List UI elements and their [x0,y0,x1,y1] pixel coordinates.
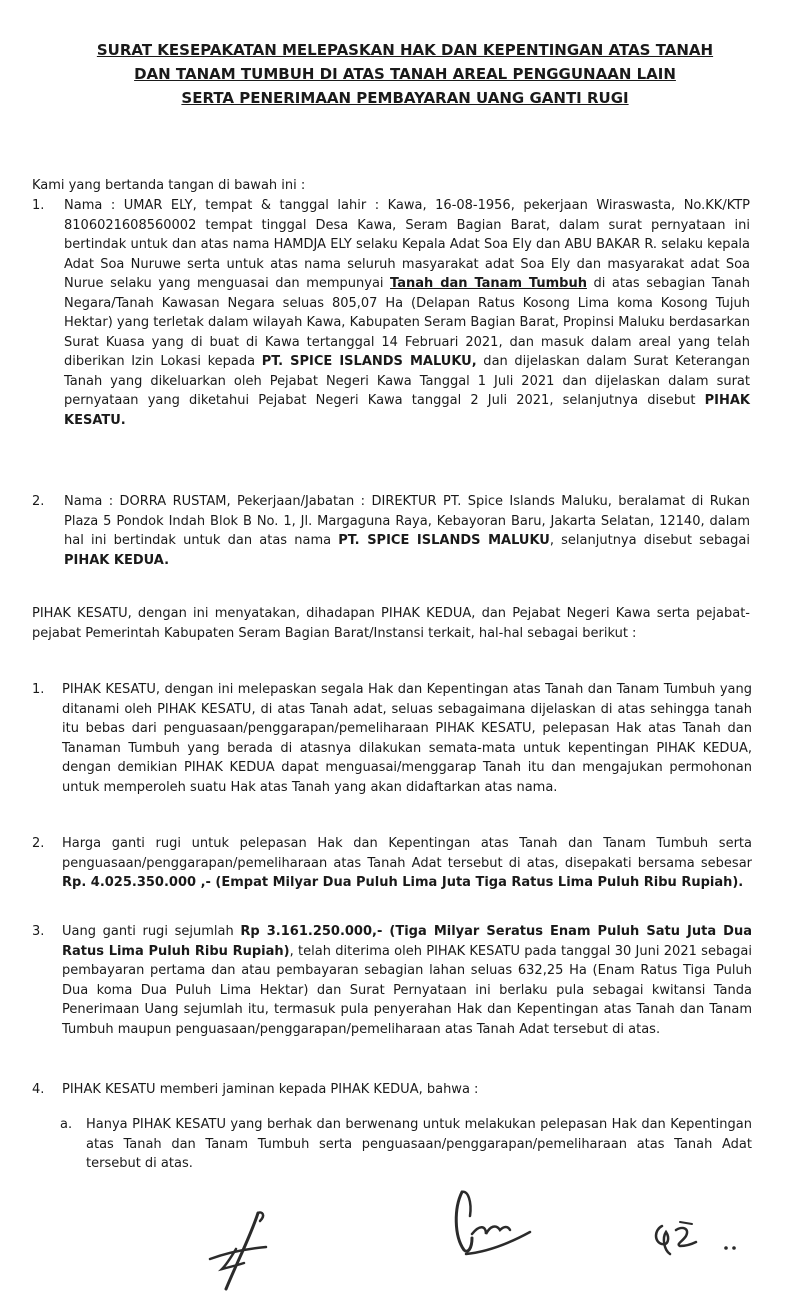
title-line-1: SURAT KESEPAKATAN MELEPASKAN HAK DAN KEPENTINGAN ATAS TANAH [96,41,714,59]
point-2-amount: Rp. 4.025.350.000 ,- (Empat Milyar Dua Puluh Lima Juta Tiga Ratus Lima Puluh Ribu Rupiah). [62,875,744,890]
point-4-subpoint-a [60,1115,752,1174]
signature-initial-2 [446,1178,546,1268]
point-3-text [62,922,752,1039]
title-line-2: DAN TANAM TUMBUH DI ATAS TANAH AREAL PENGGUNAAN LAIN [134,65,676,83]
point-2-text-a: Harga ganti rugi untuk pelepasan Hak dan Kepentingan atas Tanah dan Tanam Tumbuh serta penguasaan/penggarapan/pemeliharaan atas Tanah Adat tersebut di atas, disepakati bersama sebesar [62,836,752,871]
party-1-land-term: Tanah dan Tanam Tumbuh [390,276,587,291]
intro-text: Kami yang bertanda tangan di bawah ini : [32,178,306,193]
point-2-number: 2. [32,836,45,851]
title-line-3: SERTA PENERIMAAN PEMBAYARAN UANG GANTI RUGI [181,89,629,107]
party-1-text [64,196,750,430]
point-1-number: 1. [32,682,45,697]
signature-initial-3 [650,1214,750,1264]
statement-text: PIHAK KESATU, dengan ini menyatakan, dihadapan PIHAK KEDUA, dan Pejabat Negeri Kawa serta pejabat-pejabat Pemerintah Kabupaten Seram Bagian Barat/Instansi terkait, hal-hal sebagai berikut : [32,606,750,641]
point-3-number: 3. [32,924,45,939]
party-1-text-a: Nama : UMAR ELY, tempat & tanggal lahir : Kawa, 16-08-1956, pekerjaan Wiraswasta, No.KK/KTP 8106021608560002 tempat tinggal Desa Kawa, Seram Bagian Barat, dalam surat pernyataan ini bertindak untuk dan atas nama HAMDJA ELY selaku Kepala Adat Soa Ely dan ABU BAKAR R. selaku kepala Adat Soa Nuruwe serta untuk atas nama seluruh masyarakat adat Soa Ely dan masyarakat adat Soa Nurue selaku yang menguasai dan mempunyai [64,198,750,291]
point-1-text: PIHAK KESATU, dengan ini melepaskan segala Hak dan Kepentingan atas Tanah dan Tanam Tumbuh yang ditanami oleh PIHAK KESATU, di atas Tanah adat, seluas sebagaimana dijelaskan di atas sehingga tanah itu bebas dari penguasaan/penggarapan/pemeliharaan PIHAK KESATU, pelepasan Hak atas Tanah dan Tanaman Tumbuh yang berada di atasnya dilakukan semata-mata untuk kepentingan PIHAK KEDUA, dengan demikian PIHAK KEDUA dapat menguasai/menggarap Tanah itu dan mengajukan permohonan untuk memperoleh suatu Hak atas Tanah yang akan didaftarkan atas nama. [62,682,752,795]
point-2 [32,834,752,893]
party-1-number: 1. [32,198,45,213]
point-3-amount: Rp 3.161.250.000,- (Tiga Milyar Seratus Enam Puluh Satu Juta Dua Ratus Lima Puluh Ribu Rupiah) [62,924,752,959]
party-1-text-c: dan dijelaskan dalam Surat Keterangan Tanah yang dikeluarkan oleh Pejabat Negeri Kawa Tanggal 1 Juli 2021 dan dijelaskan dalam surat pernyataan yang diketahui Pejabat Negeri Kawa tanggal 2 Juli 2021, selanjutnya disebut [64,354,750,408]
party-2 [32,492,750,570]
party-2-designation: PIHAK KEDUA. [64,552,170,568]
party-1-designation: PIHAK KESATU. [64,393,750,428]
point-4 [32,1080,752,1100]
point-4-number: 4. [32,1082,45,1097]
party-1-company: PT. SPICE ISLANDS MALUKU, [261,354,477,369]
party-1-text-b: di atas sebagian Tanah Negara/Tanah Kawasan Negara seluas 805,07 Ha (Delapan Ratus Kosong Lima koma Kosong Tujuh Hektar) yang terletak dalam wilayah Kawa, Kabupaten Seram Bagian Barat, Propinsi Maluku berdasarkan Surat Kuasa yang di buat di Kawa tertanggal 14 Februari 2021, dan masuk dalam areal yang telah diberikan Izin Lokasi kepada [64,276,750,369]
party-1 [32,196,750,430]
point-3 [32,922,752,1039]
point-4-text: PIHAK KESATU memberi jaminan kepada PIHAK KEDUA, bahwa : [62,1082,479,1097]
party-2-text-a: Nama : DORRA RUSTAM, Pekerjaan/Jabatan : DIREKTUR PT. Spice Islands Maluku, beralamat di Rukan Plaza 5 Pondok Indah Blok B No. 1, Jl. Margaguna Raya, Kebayoran Baru, Jakarta Selatan, 12140, dalam hal ini bertindak untuk dan atas nama [64,494,750,548]
point-3-text-b: , telah diterima oleh PIHAK KESATU pada tanggal 30 Juni 2021 sebagai pembayaran pertama dan atau pembayaran sebagian lahan seluas 632,25 Ha (Enam Ratus Tiga Puluh Dua koma Dua Puluh Lima Hektar) dan Surat Pernyataan ini berlaku pula sebagai kwitansi Tanda Penerimaan Uang sejumlah itu, termasuk pula penyerahan Hak dan Kepentingan atas Tanah dan Tanam Tumbuh maupun penguasaan/penggarapan/pemeliharaan atas Tanah Adat tersebut di atas. [62,943,752,1037]
party-2-number: 2. [32,494,45,509]
document-title [60,38,750,110]
party-2-company: PT. SPICE ISLANDS MALUKU [338,533,550,548]
point-1 [32,680,752,797]
party-2-text [64,492,750,570]
subpoint-a-label: a. [60,1117,73,1132]
party-2-text-b: , selanjutnya disebut sebagai [549,533,750,548]
point-3-text-a: Uang ganti rugi sejumlah [62,924,241,939]
point-2-text [62,834,752,893]
subpoint-a-text: Hanya PIHAK KESATU yang berhak dan berwenang untuk melakukan pelepasan Hak dan Kepentingan atas Tanah dan Tanam Tumbuh serta penguasaan/penggarapan/pemeliharaan atas Tanah Adat tersebut di atas. [86,1117,752,1171]
signature-initial-1 [196,1205,286,1295]
